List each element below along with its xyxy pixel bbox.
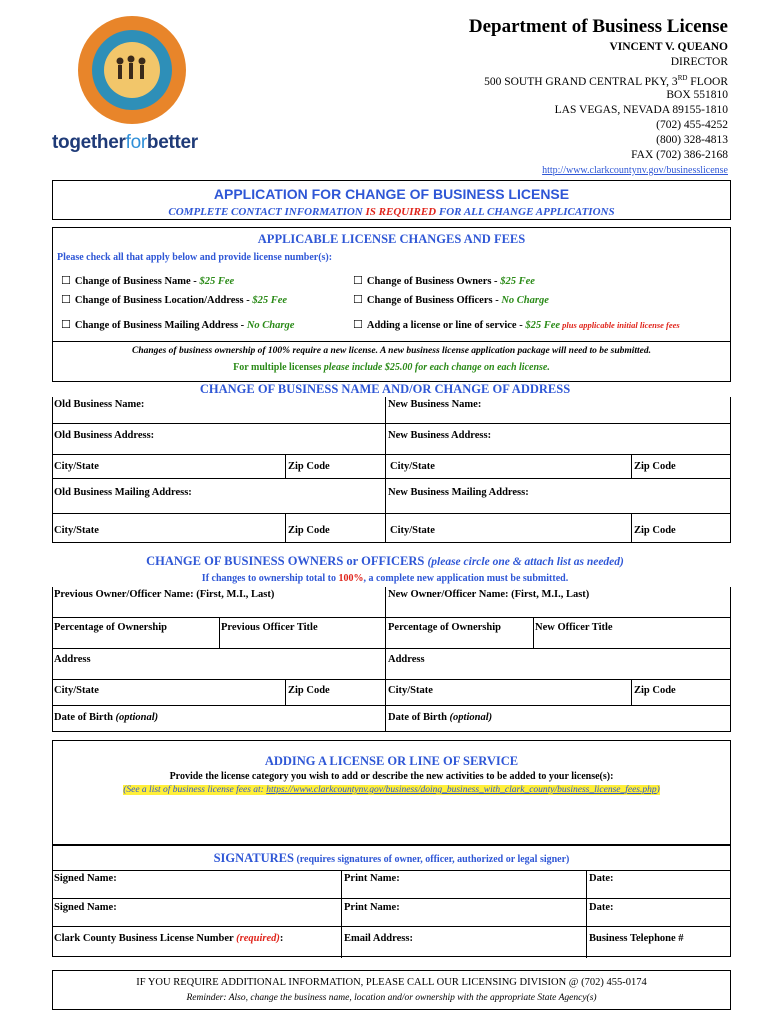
option-business-name[interactable]: ☐ Change of Business Name - $25 Fee: [61, 274, 235, 287]
previous-ownership-pct-label: Percentage of Ownership: [54, 622, 167, 633]
previous-owner-name-label: Previous Owner/Officer Name: (First, M.I., Last): [54, 589, 275, 600]
signed-name-label-2: Signed Name:: [54, 902, 117, 913]
option-mailing-address[interactable]: ☐ Change of Business Mailing Address - No Charge: [61, 318, 295, 331]
name-address-section: [52, 397, 731, 543]
license-number-label: Clark County Business License Number (required):: [54, 933, 284, 944]
name-address-heading: CHANGE OF BUSINESS NAME AND/OR CHANGE OF ADDRESS: [199, 382, 571, 396]
title-box: [52, 180, 731, 220]
clark-county-logo: [76, 14, 188, 126]
owners-heading: CHANGE OF BUSINESS OWNERS or OFFICERS (please circle one & attach list as needed): [146, 554, 624, 568]
form-subtitle: COMPLETE CONTACT INFORMATION IS REQUIRED FOR ALL CHANGE APPLICATIONS: [168, 206, 615, 218]
address-line3: LAS VEGAS, NEVADA 89155-1810: [554, 104, 728, 116]
fees-link[interactable]: https://www.clarkcountynv.gov/business/doing_business_with_clark_county/business_license_fees.php: [266, 785, 657, 795]
previous-officer-title-label: Previous Officer Title: [221, 622, 318, 633]
address-line1: 500 SOUTH GRAND CENTRAL PKY, 3RD FLOOR: [484, 74, 728, 88]
tagline: togetherforbetter: [52, 132, 198, 153]
adding-heading: ADDING A LICENSE OR LINE OF SERVICE: [264, 754, 519, 768]
new-officer-title-label: New Officer Title: [535, 622, 613, 633]
previous-dob-label: Date of Birth (optional): [54, 712, 159, 723]
previous-zip-label: Zip Code: [288, 685, 330, 696]
fees-heading: APPLICABLE LICENSE CHANGES AND FEES: [257, 232, 526, 246]
old-mailing-city-state-label: City/State: [54, 525, 99, 536]
old-mailing-address-label: Old Business Mailing Address:: [54, 487, 192, 498]
form-title: APPLICATION FOR CHANGE OF BUSINESS LICENSE: [213, 186, 570, 202]
signed-name-label-1: Signed Name:: [54, 873, 117, 884]
adding-fees-note: (See a list of business license fees at: https://www.clarkcountynv.gov/business/doing_business_with_clark_county/business_license_fees.php): [123, 785, 660, 795]
address-line2: BOX 551810: [666, 89, 728, 101]
new-business-name-label: New Business Name:: [388, 399, 482, 410]
print-name-label-1: Print Name:: [344, 873, 400, 884]
new-zip-label: Zip Code: [634, 685, 676, 696]
director-name: VINCENT V. QUEANO: [609, 41, 728, 53]
fax: FAX (702) 386-2168: [631, 149, 728, 161]
phone1: (702) 455-4252: [656, 119, 728, 131]
new-business-address-label: New Business Address:: [388, 430, 492, 441]
footer-box: [52, 970, 731, 1010]
new-address-label: Address: [388, 654, 425, 665]
signatures-heading: SIGNATURES (requires signatures of owner, officer, authorized or legal signer): [213, 851, 570, 865]
checkbox-icon: ☐: [61, 318, 71, 331]
checkbox-icon: ☐: [353, 318, 363, 331]
old-zip-label: Zip Code: [288, 461, 330, 472]
new-mailing-city-state-label: City/State: [390, 525, 435, 536]
old-business-address-label: Old Business Address:: [54, 430, 155, 441]
new-owner-name-label: New Owner/Officer Name: (First, M.I., Last): [388, 589, 590, 600]
option-adding-license[interactable]: ☐ Adding a license or line of service - $25 Fee plus applicable initial license fees: [353, 318, 680, 331]
fees-note-ownership: Changes of business ownership of 100% require a new license. A new business license application package will need to be submitted.: [131, 346, 651, 356]
old-city-state-label: City/State: [54, 461, 99, 472]
adding-license-section: [52, 740, 731, 845]
director-title: DIRECTOR: [670, 56, 728, 68]
new-ownership-pct-label: Percentage of Ownership: [388, 622, 501, 633]
previous-city-state-label: City/State: [54, 685, 99, 696]
department-title: Department of Business License: [468, 16, 728, 37]
date-label-1: Date:: [589, 873, 614, 884]
fees-note-multiple: For multiple licenses please include $25.00 for each change on each license.: [233, 362, 550, 373]
phone2: (800) 328-4813: [656, 134, 728, 146]
checkbox-icon: ☐: [61, 293, 71, 306]
checkbox-icon: ☐: [353, 274, 363, 287]
owners-section: [52, 587, 731, 732]
new-dob-label: Date of Birth (optional): [388, 712, 493, 723]
footer-reminder: Reminder: Also, change the business name, location and/or ownership with the appropriate State Agency(s): [186, 993, 597, 1003]
signatures-section: [52, 845, 731, 957]
old-mailing-zip-label: Zip Code: [288, 525, 330, 536]
checkbox-icon: ☐: [61, 274, 71, 287]
business-phone-label: Business Telephone #: [589, 933, 684, 944]
adding-instruction: Provide the license category you wish to add or describe the new activities to be added to your license(s):: [169, 771, 614, 782]
old-business-name-label: Old Business Name:: [54, 399, 145, 410]
new-mailing-address-label: New Business Mailing Address:: [388, 487, 529, 498]
website-link[interactable]: http://www.clarkcountynv.gov/businesslicense: [542, 165, 728, 176]
previous-address-label: Address: [54, 654, 91, 665]
fees-section: [52, 227, 731, 382]
option-business-owners[interactable]: ☐ Change of Business Owners - $25 Fee: [353, 274, 535, 287]
new-zip-label: Zip Code: [634, 461, 676, 472]
new-city-state-label: City/State: [388, 685, 433, 696]
footer-contact: IF YOU REQUIRE ADDITIONAL INFORMATION, PLEASE CALL OUR LICENSING DIVISION @ (702) 455-0174: [136, 977, 647, 988]
owners-note: If changes to ownership total to 100%, a complete new application must be submitted.: [201, 573, 569, 584]
checkbox-icon: ☐: [353, 293, 363, 306]
date-label-2: Date:: [589, 902, 614, 913]
email-label: Email Address:: [344, 933, 413, 944]
new-mailing-zip-label: Zip Code: [634, 525, 676, 536]
option-business-officers[interactable]: ☐ Change of Business Officers - No Charge: [353, 293, 549, 306]
print-name-label-2: Print Name:: [344, 902, 400, 913]
new-city-state-label: City/State: [390, 461, 435, 472]
option-business-location[interactable]: ☐ Change of Business Location/Address - $25 Fee: [61, 293, 288, 306]
fees-instruction: Please check all that apply below and provide license number(s):: [57, 252, 333, 263]
